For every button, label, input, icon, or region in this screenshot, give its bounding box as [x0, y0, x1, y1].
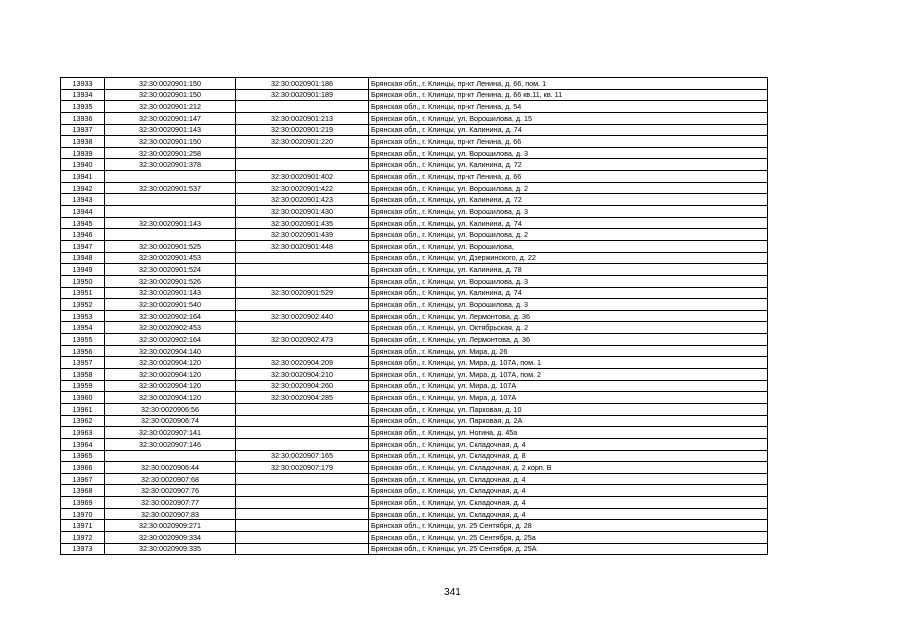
address-cell: Брянская обл., г. Клинцы, ул. 25 Сентября, д. 25а	[369, 531, 768, 543]
address-cell: Брянская обл., г. Клинцы, ул. Ворошилова, д. 3	[369, 206, 768, 218]
parcel-number-cell: 32:30:0020901:143	[105, 287, 236, 299]
table-row	[61, 531, 768, 543]
table-row	[61, 287, 768, 299]
row-number-cell: 13942	[61, 182, 105, 194]
address-cell: Брянская обл., г. Клинцы, ул. Калинина, д. 74	[369, 287, 768, 299]
parcel-number-cell: 32:30:0020907:146	[105, 438, 236, 450]
row-number-cell: 13958	[61, 369, 105, 381]
address-cell: Брянская обл., г. Клинцы, ул. 25 Сентября, д. 25А	[369, 543, 768, 555]
object-number-cell: 32:30:0020901:430	[236, 206, 369, 218]
table-row	[61, 217, 768, 229]
table-row	[61, 520, 768, 532]
address-cell: Брянская обл., г. Клинцы, ул. Калинина, д. 78	[369, 264, 768, 276]
object-number-cell	[236, 264, 369, 276]
table-row	[61, 147, 768, 159]
row-number-cell: 13970	[61, 508, 105, 520]
parcel-number-cell: 32:30:0020901:147	[105, 112, 236, 124]
address-cell: Брянская обл., г. Клинцы, ул. Складочная, д. 8	[369, 450, 768, 462]
row-number-cell: 13949	[61, 264, 105, 276]
object-number-cell	[236, 427, 369, 439]
row-number-cell: 13971	[61, 520, 105, 532]
object-number-cell: 32:30:0020904:210	[236, 369, 369, 381]
address-cell: Брянская обл., г. Клинцы, ул. Мира, д. 107А	[369, 380, 768, 392]
row-number-cell: 13938	[61, 136, 105, 148]
object-number-cell: 32:30:0020901:529	[236, 287, 369, 299]
table-row	[61, 194, 768, 206]
document-table	[60, 77, 768, 555]
parcel-number-cell: 32:30:0020901:537	[105, 182, 236, 194]
table-row	[61, 473, 768, 485]
table-row	[61, 206, 768, 218]
parcel-number-cell	[105, 450, 236, 462]
object-number-cell: 32:30:0020902:440	[236, 310, 369, 322]
row-number-cell: 13955	[61, 334, 105, 346]
table-row	[61, 438, 768, 450]
row-number-cell: 13960	[61, 392, 105, 404]
table-row	[61, 403, 768, 415]
table-row	[61, 136, 768, 148]
object-number-cell: 32:30:0020901:422	[236, 182, 369, 194]
address-cell: Брянская обл., г. Клинцы, ул. Ворошилова,	[369, 240, 768, 252]
parcel-number-cell: 32:30:0020901:258	[105, 147, 236, 159]
parcel-number-cell: 32:30:0020901:526	[105, 275, 236, 287]
parcel-number-cell: 32:30:0020901:150	[105, 89, 236, 101]
table-row	[61, 229, 768, 241]
address-cell: Брянская обл., г. Клинцы, ул. Ворошилова, д. 15	[369, 112, 768, 124]
parcel-number-cell: 32:30:0020901:150	[105, 136, 236, 148]
page-number: 341	[444, 587, 461, 598]
object-number-cell: 32:30:0020901:186	[236, 78, 369, 90]
row-number-cell: 13953	[61, 310, 105, 322]
address-cell: Брянская обл., г. Клинцы, ул. Парковая, д. 2А	[369, 415, 768, 427]
row-number-cell: 13972	[61, 531, 105, 543]
parcel-number-cell: 32:30:0020909:334	[105, 531, 236, 543]
object-number-cell	[236, 252, 369, 264]
parcel-number-cell: 32:30:0020907:83	[105, 508, 236, 520]
address-cell: Брянская обл., г. Клинцы, ул. Ворошилова, д. 3	[369, 299, 768, 311]
table-row	[61, 252, 768, 264]
object-number-cell: 32:30:0020901:189	[236, 89, 369, 101]
object-number-cell	[236, 508, 369, 520]
address-cell: Брянская обл., г. Клинцы, ул. Ногина, д. 45а	[369, 427, 768, 439]
parcel-number-cell: 32:30:0020902:164	[105, 334, 236, 346]
row-number-cell: 13941	[61, 171, 105, 183]
parcel-number-cell: 32:30:0020901:540	[105, 299, 236, 311]
row-number-cell: 13946	[61, 229, 105, 241]
table-row	[61, 357, 768, 369]
object-number-cell	[236, 497, 369, 509]
row-number-cell: 13969	[61, 497, 105, 509]
row-number-cell: 13936	[61, 112, 105, 124]
object-number-cell: 32:30:0020904:285	[236, 392, 369, 404]
parcel-number-cell: 32:30:0020904:120	[105, 392, 236, 404]
document-table-body	[61, 78, 768, 555]
address-cell: Брянская обл., г. Клинцы, ул. Дзержинского, д. 22	[369, 252, 768, 264]
table-row	[61, 112, 768, 124]
object-number-cell: 32:30:0020901:448	[236, 240, 369, 252]
object-number-cell	[236, 403, 369, 415]
object-number-cell: 32:30:0020901:423	[236, 194, 369, 206]
parcel-number-cell	[105, 171, 236, 183]
parcel-number-cell: 32:30:0020907:76	[105, 485, 236, 497]
address-cell: Брянская обл., г. Клинцы, ул. Ворошилова, д. 3	[369, 147, 768, 159]
object-number-cell: 32:30:0020904:209	[236, 357, 369, 369]
parcel-number-cell: 32:30:0020901:524	[105, 264, 236, 276]
table-row	[61, 89, 768, 101]
address-cell: Брянская обл., г. Клинцы, пр-кт Ленина, д. 66 кв.11, кв. 11	[369, 89, 768, 101]
row-number-cell: 13965	[61, 450, 105, 462]
parcel-number-cell: 32:30:0020902:453	[105, 322, 236, 334]
object-number-cell: 32:30:0020902:473	[236, 334, 369, 346]
table-row	[61, 124, 768, 136]
table-row	[61, 497, 768, 509]
object-number-cell: 32:30:0020904:260	[236, 380, 369, 392]
address-cell: Брянская обл., г. Клинцы, ул. Складочная, д. 4	[369, 438, 768, 450]
object-number-cell	[236, 520, 369, 532]
table-row	[61, 264, 768, 276]
row-number-cell: 13948	[61, 252, 105, 264]
parcel-number-cell: 32:30:0020901:143	[105, 124, 236, 136]
object-number-cell	[236, 275, 369, 287]
object-number-cell	[236, 159, 369, 171]
table-row	[61, 392, 768, 404]
row-number-cell: 13956	[61, 345, 105, 357]
parcel-number-cell: 32:30:0020901:212	[105, 101, 236, 113]
row-number-cell: 13966	[61, 462, 105, 474]
table-row	[61, 485, 768, 497]
table-row	[61, 380, 768, 392]
address-cell: Брянская обл., г. Клинцы, ул. Складочная, д. 4	[369, 497, 768, 509]
parcel-number-cell: 32:30:0020904:120	[105, 380, 236, 392]
address-cell: Брянская обл., г. Клинцы, ул. Калинина, д. 72	[369, 159, 768, 171]
table-row	[61, 310, 768, 322]
parcel-number-cell: 32:30:0020901:378	[105, 159, 236, 171]
parcel-number-cell: 32:30:0020906:74	[105, 415, 236, 427]
table-row	[61, 322, 768, 334]
parcel-number-cell: 32:30:0020901:453	[105, 252, 236, 264]
row-number-cell: 13934	[61, 89, 105, 101]
parcel-number-cell: 32:30:0020901:150	[105, 78, 236, 90]
address-cell: Брянская обл., г. Клинцы, ул. Лермонтова, д. 36	[369, 310, 768, 322]
row-number-cell: 13963	[61, 427, 105, 439]
address-cell: Брянская обл., г. Клинцы, ул. Октябрьская, д. 2	[369, 322, 768, 334]
row-number-cell: 13940	[61, 159, 105, 171]
parcel-number-cell: 32:30:0020902:164	[105, 310, 236, 322]
object-number-cell: 32:30:0020907:165	[236, 450, 369, 462]
row-number-cell: 13952	[61, 299, 105, 311]
address-cell: Брянская обл., г. Клинцы, ул. 25 Сентября, д. 28	[369, 520, 768, 532]
parcel-number-cell: 32:30:0020904:120	[105, 369, 236, 381]
address-cell: Брянская обл., г. Клинцы, ул. Ворошилова, д. 2	[369, 229, 768, 241]
address-cell: Брянская обл., г. Клинцы, ул. Складочная, д. 4	[369, 485, 768, 497]
table-row	[61, 182, 768, 194]
table-row	[61, 462, 768, 474]
row-number-cell: 13973	[61, 543, 105, 555]
table-row	[61, 171, 768, 183]
parcel-number-cell	[105, 194, 236, 206]
row-number-cell: 13961	[61, 403, 105, 415]
address-cell: Брянская обл., г. Клинцы, ул. Мира, д. 107А, пом. 1	[369, 357, 768, 369]
address-cell: Брянская обл., г. Клинцы, ул. Ворошилова, д. 2	[369, 182, 768, 194]
row-number-cell: 13968	[61, 485, 105, 497]
row-number-cell: 13954	[61, 322, 105, 334]
object-number-cell: 32:30:0020901:439	[236, 229, 369, 241]
row-number-cell: 13964	[61, 438, 105, 450]
row-number-cell: 13935	[61, 101, 105, 113]
parcel-number-cell: 32:30:0020907:77	[105, 497, 236, 509]
row-number-cell: 13945	[61, 217, 105, 229]
parcel-number-cell	[105, 206, 236, 218]
parcel-number-cell: 32:30:0020904:120	[105, 357, 236, 369]
table-row	[61, 345, 768, 357]
parcel-number-cell: 32:30:0020909:271	[105, 520, 236, 532]
table-row	[61, 78, 768, 90]
address-cell: Брянская обл., г. Клинцы, пр-кт Ленина, д. 66, пом. 1	[369, 78, 768, 90]
object-number-cell	[236, 415, 369, 427]
object-number-cell	[236, 438, 369, 450]
table-row	[61, 543, 768, 555]
parcel-number-cell: 32:30:0020907:68	[105, 473, 236, 485]
table-row	[61, 415, 768, 427]
address-cell: Брянская обл., г. Клинцы, ул. Складочная, д. 4	[369, 473, 768, 485]
parcel-number-cell: 32:30:0020907:141	[105, 427, 236, 439]
row-number-cell: 13947	[61, 240, 105, 252]
row-number-cell: 13937	[61, 124, 105, 136]
parcel-number-cell	[105, 229, 236, 241]
row-number-cell: 13939	[61, 147, 105, 159]
table-row	[61, 275, 768, 287]
address-cell: Брянская обл., г. Клинцы, ул. Ворошилова, д. 3	[369, 275, 768, 287]
object-number-cell: 32:30:0020901:213	[236, 112, 369, 124]
object-number-cell	[236, 322, 369, 334]
row-number-cell: 13962	[61, 415, 105, 427]
row-number-cell: 13950	[61, 275, 105, 287]
object-number-cell: 32:30:0020901:402	[236, 171, 369, 183]
address-cell: Брянская обл., г. Клинцы, ул. Лермонтова, д. 36	[369, 334, 768, 346]
row-number-cell: 13933	[61, 78, 105, 90]
parcel-number-cell: 32:30:0020904:140	[105, 345, 236, 357]
address-cell: Брянская обл., г. Клинцы, ул. Мира, д. 107А, пом. 2	[369, 369, 768, 381]
address-cell: Брянская обл., г. Клинцы, ул. Парковая, д. 10	[369, 403, 768, 415]
row-number-cell: 13943	[61, 194, 105, 206]
table-row	[61, 334, 768, 346]
table-row	[61, 427, 768, 439]
table-row	[61, 508, 768, 520]
object-number-cell	[236, 299, 369, 311]
table-row	[61, 159, 768, 171]
row-number-cell: 13957	[61, 357, 105, 369]
address-cell: Брянская обл., г. Клинцы, ул. Калинина, д. 72	[369, 194, 768, 206]
address-cell: Брянская обл., г. Клинцы, ул. Калинина, д. 74	[369, 217, 768, 229]
object-number-cell: 32:30:0020901:219	[236, 124, 369, 136]
parcel-number-cell: 32:30:0020906:44	[105, 462, 236, 474]
object-number-cell: 32:30:0020907:179	[236, 462, 369, 474]
parcel-number-cell: 32:30:0020901:525	[105, 240, 236, 252]
table-row	[61, 369, 768, 381]
object-number-cell	[236, 473, 369, 485]
object-number-cell	[236, 485, 369, 497]
object-number-cell	[236, 345, 369, 357]
parcel-number-cell: 32:30:0020901:143	[105, 217, 236, 229]
address-cell: Брянская обл., г. Клинцы, ул. Складочная, д. 4	[369, 508, 768, 520]
address-cell: Брянская обл., г. Клинцы, ул. Калинина, д. 74	[369, 124, 768, 136]
object-number-cell: 32:30:0020901:220	[236, 136, 369, 148]
address-cell: Брянская обл., г. Клинцы, пр-кт Ленина, д. 54	[369, 101, 768, 113]
table-row	[61, 299, 768, 311]
address-cell: Брянская обл., г. Клинцы, ул. Мира, д. 26	[369, 345, 768, 357]
object-number-cell	[236, 531, 369, 543]
object-number-cell: 32:30:0020901:435	[236, 217, 369, 229]
address-cell: Брянская обл., г. Клинцы, пр-кт Ленина, д. 66	[369, 136, 768, 148]
row-number-cell: 13967	[61, 473, 105, 485]
object-number-cell	[236, 543, 369, 555]
row-number-cell: 13951	[61, 287, 105, 299]
row-number-cell: 13944	[61, 206, 105, 218]
parcel-number-cell: 32:30:0020909:335	[105, 543, 236, 555]
parcel-number-cell: 32:30:0020906:56	[105, 403, 236, 415]
object-number-cell	[236, 147, 369, 159]
address-cell: Брянская обл., г. Клинцы, ул. Складочная, д. 2 корп. В	[369, 462, 768, 474]
table-row	[61, 240, 768, 252]
object-number-cell	[236, 101, 369, 113]
address-cell: Брянская обл., г. Клинцы, ул. Мира, д. 107А	[369, 392, 768, 404]
address-cell: Брянская обл., г. Клинцы, пр-кт Ленина, д. 66	[369, 171, 768, 183]
table-row	[61, 450, 768, 462]
table-row	[61, 101, 768, 113]
row-number-cell: 13959	[61, 380, 105, 392]
